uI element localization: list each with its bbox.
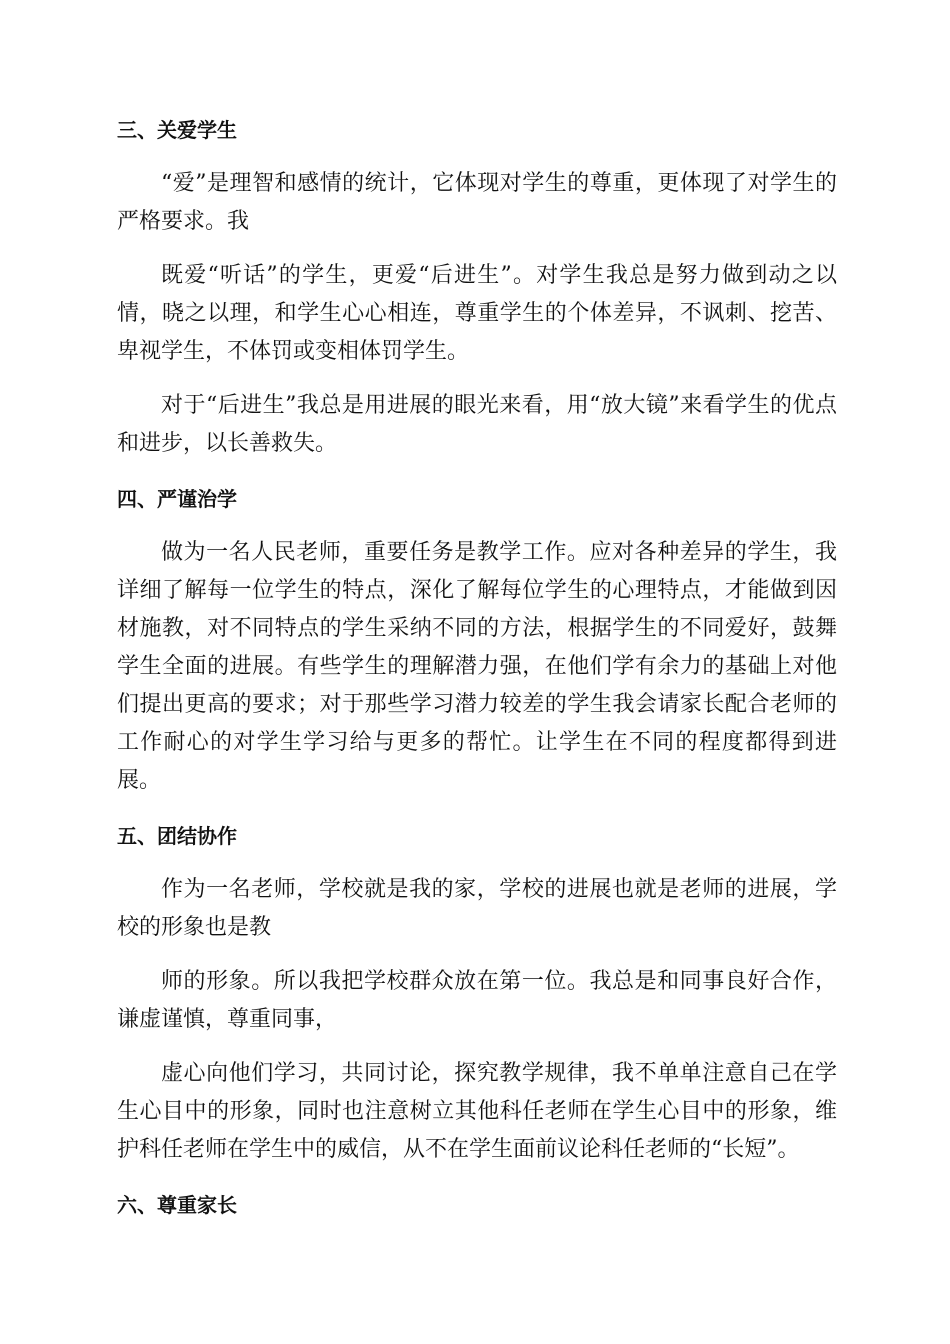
paragraph: 虚心向他们学习，共同讨论，探究教学规律，我不单单注意自己在学生心目中的形象，同时也注意树立其他科任老师在学生心目中的形象，维护科任老师在学生中的威信，从不在学生面前议论科任老师的“长短”。 (117, 1061, 837, 1162)
paragraph: 对于“后进生”我总是用进展的眼光来看，用“放大镜”来看学生的优点和进步，以长善救失。 (117, 393, 837, 456)
paragraph: 既爱“听话”的学生，更爱“后进生”。对学生我总是努力做到动之以情，晓之以理，和学生心心相连，尊重学生的个体差异，不讽刺、挖苦、卑视学生，不体罚或变相体罚学生。 (117, 263, 837, 364)
section-heading-care-students: 三、关爱学生 (117, 118, 237, 142)
paragraph: “爱”是理智和感情的统计，它体现对学生的尊重，更体现了对学生的严格要求。我 (117, 171, 837, 234)
section-heading-respect-parents: 六、尊重家长 (117, 1193, 237, 1217)
section-heading-rigorous-teaching: 四、严谨治学 (117, 487, 237, 511)
paragraph: 做为一名人民老师，重要任务是教学工作。应对各种差异的学生，我详细了解每一位学生的特点，深化了解每位学生的心理特点，才能做到因材施教，对不同特点的学生采纳不同的方法，根据学生的不同爱好，鼓舞学生全面的进展。有些学生的理解潜力强，在他们学有余力的基础上对他们提出更高的要求；对于那些学习潜力较差的学生我会请家长配合老师的工作耐心的对学生学习给与更多的帮忙。让学生在不同的程度都得到进展。 (117, 540, 837, 793)
section-heading-teamwork: 五、团结协作 (117, 824, 237, 848)
paragraph: 作为一名老师，学校就是我的家，学校的进展也就是老师的进展，学校的形象也是教 (117, 877, 837, 940)
paragraph: 师的形象。所以我把学校群众放在第一位。我总是和同事良好合作，谦虚谨慎，尊重同事， (117, 969, 837, 1032)
